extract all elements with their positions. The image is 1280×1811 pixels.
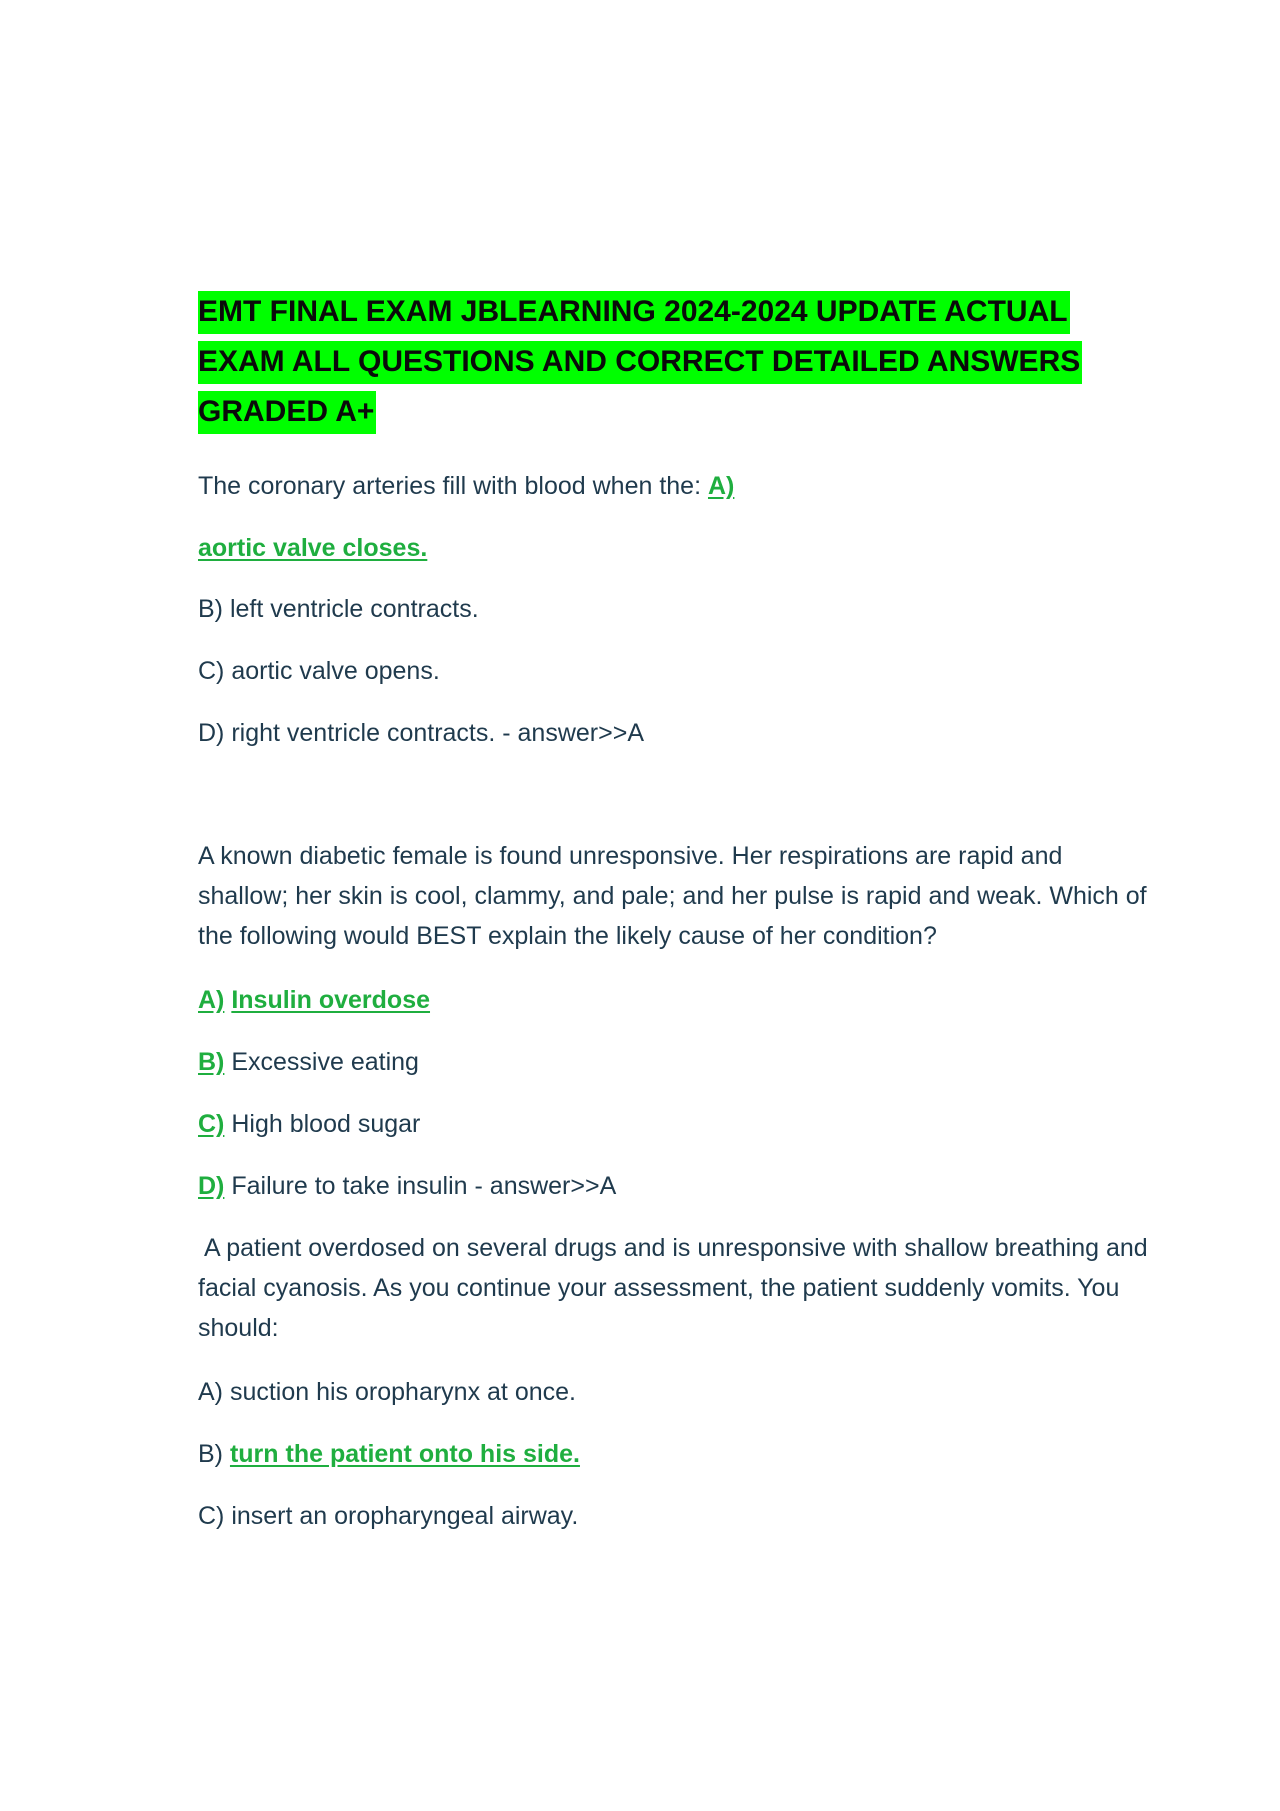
question-2-option-d-marker: D) [198,1172,225,1200]
question-1-stem-text: The coronary arteries fill with blood when the: [198,472,702,500]
question-3-option-b-marker: B) [198,1440,223,1468]
question-2-option-d-text: Failure to take insulin - answer>>A [231,1172,617,1200]
question-1-option-a [198,528,427,568]
question-2-option-a-marker: A) [198,986,225,1014]
question-2-option-c [198,1104,420,1144]
question-3-correct-answer: turn the patient onto his side. [229,1440,580,1468]
document-title [198,287,1138,437]
question-2-correct-answer: Insulin overdose [231,986,431,1014]
question-2-option-c-text: High blood sugar [231,1110,421,1138]
question-1-correct-answer: aortic valve closes. [198,534,428,562]
question-3-option-c: C) insert an oropharyngeal airway. [198,1502,579,1530]
question-2-option-b [198,1042,419,1082]
question-1-option-b: B) left ventricle contracts. [198,595,479,623]
question-3-option-b [198,1434,580,1474]
question-1-stem-marker: A) [707,472,735,500]
question-3-option-a: A) suction his oropharynx at once. [198,1378,576,1406]
question-1-option-d: D) right ventricle contracts. - answer>>A [198,719,644,747]
question-3-stem: A patient overdosed on several drugs and is unresponsive with shallow breathing and facial cyanosis. As you continue your assessment, the patient suddenly vomits. You should: [198,1234,1148,1342]
question-2-option-c-marker: C) [198,1110,225,1138]
question-1-stem [198,466,734,506]
question-2-option-d [198,1166,616,1206]
question-2-option-b-text: Excessive eating [231,1048,419,1076]
question-1-option-c: C) aortic valve opens. [198,657,440,685]
question-2-option-a [198,980,430,1020]
title-highlight: EMT FINAL EXAM JBLEARNING 2024-2024 UPDATE ACTUAL EXAM ALL QUESTIONS AND CORRECT DETAILED ANSWERS GRADED A+ [198,291,1082,434]
question-2-option-b-marker: B) [198,1048,225,1076]
question-2-stem: A known diabetic female is found unresponsive. Her respirations are rapid and shallow; her skin is cool, clammy, and pale; and her pulse is rapid and weak. Which of the following would BEST explain the likely cause of her condition? [198,842,1147,950]
